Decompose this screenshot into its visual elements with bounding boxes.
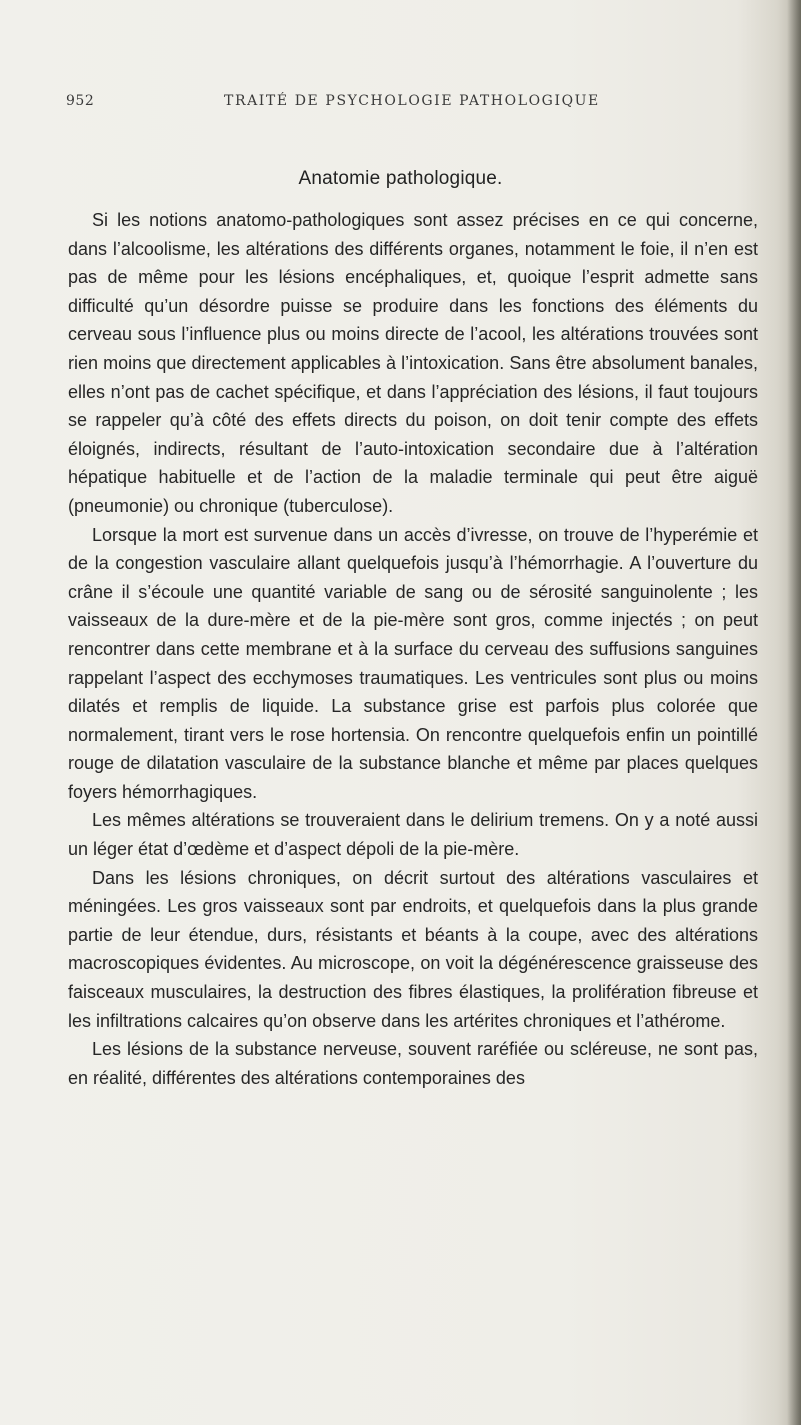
paragraph-1: Si les notions anatomo-pathologiques sont assez précises en ce qui concerne, dans l’alcoolisme, les altérations des différents organes, notamment le foie, il n’en est pas de même pour les lésions encéphaliques, et, quoique l’esprit admette sans difficulté qu’un désordre puisse se produire dans les fonctions des éléments du cerveau sous l’influence plus ou moins directe de l’acool, les altérations trouvées sont rien moins que directement applicables à l’intoxication. Sans être absolument banales, elles n’ont pas de cachet spécifique, et dans l’appréciation des lésions, il faut toujours se rappeler qu’à côté des effets directs du poison, on doit tenir compte des effets éloignés, indirects, résultant de l’auto-intoxication secondaire due à l’altération hépatique habituelle et de l’action de la maladie terminale qui peut être aiguë (pneumonie) ou chronique (tuberculose). bbox=[68, 210, 758, 516]
paragraph-4: Dans les lésions chroniques, on décrit surtout des altérations vasculaires et méningées. Les gros vaisseaux sont par endroits, et quelquefois dans la plus grande partie de leur étendue, durs, résistants et béants à la coupe, avec des altérations macroscopiques évidentes. Au microscope, on voit la dégénérescence graisseuse des faisceaux musculaires, la destruction des fibres élastiques, la prolifération fibreuse et les infiltrations calcaires qu’on observe dans les artérites chroniques et l’athérome. bbox=[68, 867, 758, 1031]
page-number: 952 bbox=[66, 93, 95, 109]
paragraph-2: Lorsque la mort est survenue dans un accès d’ivresse, on trouve de l’hyperémie et de la congestion vasculaire allant quelquefois jusqu’à l’hémorrhagie. A l’ouverture du crâne il s’écoule une quantité variable de sang ou de sérosité sanguinolente ; les vaisseaux de la dure-mère et de la pie-mère sont gros, comme injectés ; on peut rencontrer dans cette membrane et à la surface du cerveau des suffusions sanguines rappelant l’aspect des ecchymoses traumatiques. Les ventricules sont plus ou moins dilatés et remplis de liquide. La substance grise est parfois plus colorée que normalement, tirant vers le rose hortensia. On rencontre quelquefois enfin un pointillé rouge de dilatation vasculaire de la substance blanche et même par places quelques foyers hémorrhagiques. bbox=[68, 524, 758, 802]
running-title: TRAITÉ DE PSYCHOLOGIE PATHOLOGIQUE bbox=[224, 93, 600, 109]
paragraph-3: Les mêmes altérations se trouveraient dans le delirium tremens. On y a noté aussi un léger état d’œdème et d’aspect dépoli de la pie-mère. bbox=[68, 810, 758, 860]
page-edge-shadow bbox=[787, 0, 801, 1425]
paragraph-5: Les lésions de la substance nerveuse, souvent raréfiée ou scléreuse, ne sont pas, en réalité, différentes des altérations contemporaines des bbox=[68, 1039, 758, 1088]
body-text bbox=[68, 206, 758, 1092]
running-head bbox=[0, 93, 801, 113]
section-title: Anatomie pathologique. bbox=[298, 168, 503, 189]
